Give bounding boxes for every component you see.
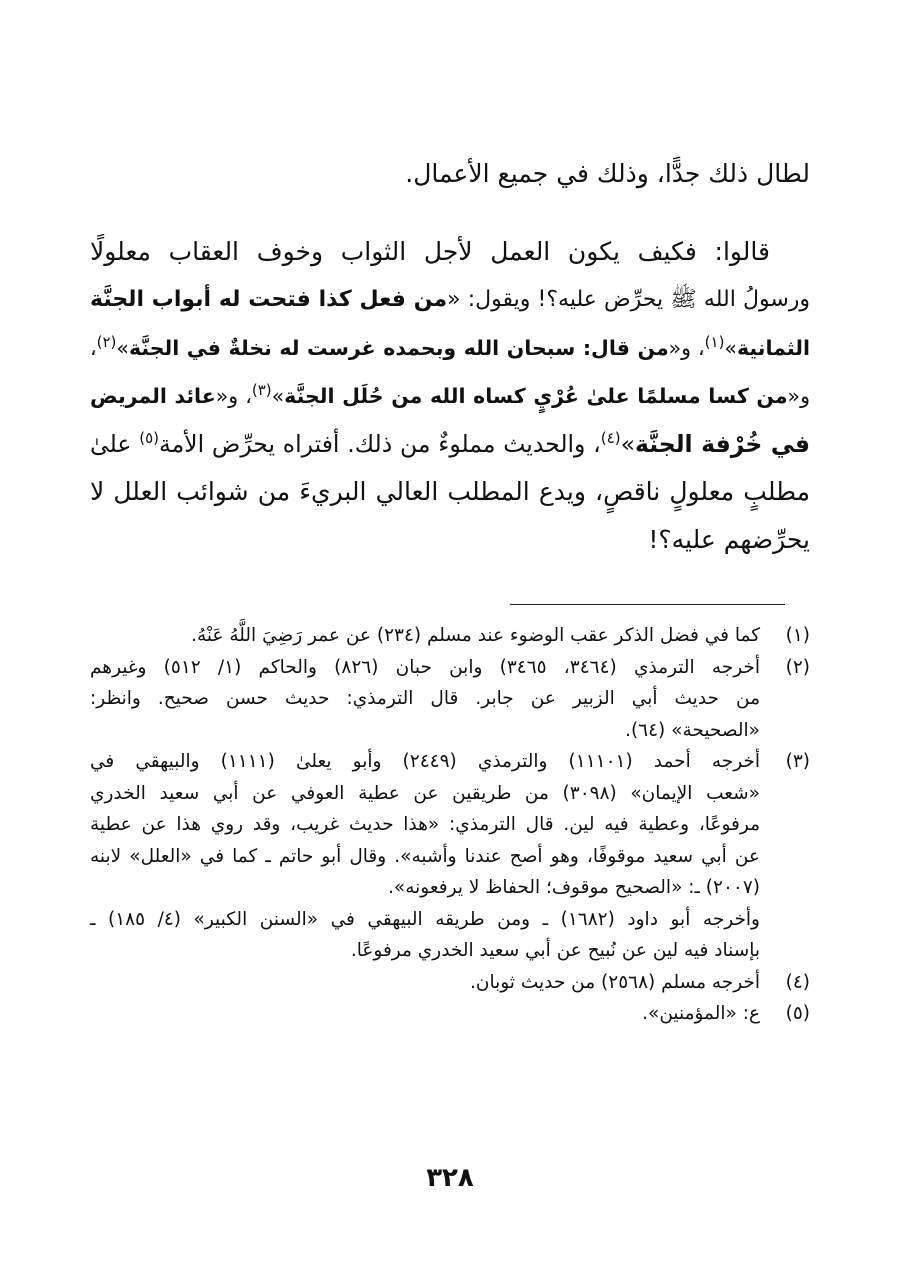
main-text — [90, 150, 810, 564]
footnote-number: (٤) — [785, 971, 810, 993]
page-number: ٣٢٨ — [426, 1163, 474, 1193]
footnote-ref-1[interactable]: (١) — [704, 333, 725, 352]
footnote-ref-4[interactable]: (٤) — [600, 429, 621, 448]
hadith-quote: من قال: سبحان الله وبحمده غرست له نخلةٌ في الجنَّة — [128, 336, 669, 360]
footnote-text: عن أبي سعيد موقوفًا، وهو أصح عندنا وأشبه». وقال أبو حاتم ـ كما في «العلل» لابنه — [90, 845, 760, 867]
footnote-text: ع: «المؤمنين». — [642, 1003, 760, 1024]
footnote-ref-5[interactable]: (٥) — [139, 429, 159, 448]
footnote-text: من حديث أبي الزبير عن جابر. قال الترمذي: حديث حسن صحيح. وانظر: — [90, 688, 760, 709]
footnote-ref-2[interactable]: (٢) — [96, 333, 117, 352]
footnote-text: (٢٠٠٧) ـ: «الصحيح موقوف؛ الحفاظ لا يرفعونه». — [388, 877, 760, 898]
footnote-ref-3[interactable]: (٣) — [251, 381, 272, 400]
text-line-5: و«من كسا مسلمًا علىٰ عُرْيٍ كساه الله من حُلَل الجنَّة»$^{(٣)}$، و«عائد المريض — [90, 381, 810, 408]
footnote-text: أخرجه الترمذي (٣٤٦٤، ٣٤٦٥) وابن حبان (٨٢٦) والحاكم (١/ ٥١٢) وغيرهم — [90, 656, 760, 678]
footnote-number: (١) — [785, 625, 810, 646]
footnote-text: «الصحيحة» (٦٤). — [625, 719, 760, 741]
footnote-text: أخرجه أحمد (١١١٠١) والترمذي (٢٤٤٩) وأبو يعلىٰ (١١١١) والبيهقي في — [90, 751, 760, 772]
hadith-quote: في خُرْفة الجنَّة — [634, 430, 811, 458]
footnote-text: مرفوعًا، وعطية فيه لين. قال الترمذي: «هذا حديث غريب، وقد روي هذا عن عطية — [90, 814, 760, 835]
text-line-8: يحرِّضهم عليه؟! — [648, 525, 810, 554]
text-line-4: الثمانية»$^{(١)}$، و«من قال: سبحان الله وبحمده غرست له نخلةٌ في الجنَّة»$^{(٢)}$، — [90, 333, 810, 360]
text-line-1: لطال ذلك جدًّا، وذلك في جميع الأعمال. — [405, 159, 810, 188]
text-line-6: في خُرْفة الجنَّة»$^{(٤)}$، والحديث مملوءٌ من ذلك. أفتراه يحرِّض الأمة$^{(٥)}$ علىٰ — [90, 429, 811, 458]
footnote-3 — [90, 746, 810, 904]
footnote-number: (٥) — [785, 1003, 810, 1024]
footnote-text: كما في فضل الذكر عقب الوضوء عند مسلم (٢٣٤) عن عمر رَضِيَ اللَّهُ عَنْهُ. — [191, 625, 760, 646]
footnote-2 — [90, 652, 810, 747]
footnote-text: أخرجه مسلم (٢٥٦٨) من حديث ثوبان. — [470, 971, 760, 993]
footnote-number: (٣) — [785, 751, 810, 772]
text-line-7: مطلبٍ معلولٍ ناقصٍ، ويدع المطلب العالي البريءَ من شوائب العلل لا — [90, 477, 810, 506]
hadith-quote: عائد المريض — [90, 384, 216, 408]
footnote-5 — [90, 998, 810, 1030]
footnote-3-continued — [90, 904, 810, 967]
hadith-quote: من فعل كذا فتحت له أبواب الجنَّة — [90, 287, 448, 312]
text-line-2: قالوا: فكيف يكون العمل لأجل الثواب وخوف العقاب معلولًا — [90, 237, 770, 266]
hadith-quote: من كسا مسلمًا علىٰ عُرْيٍ كساه الله من حُلَل الجنَّة — [284, 384, 788, 408]
footnote-text: «شعب الإيمان» (٣٠٩٨) من طريقين عن عطية العوفي عن أبي سعيد الخدري — [90, 782, 760, 804]
footnote-text: بإسناد فيه لين عن نُبيح عن أبي سعيد الخدري مرفوعًا. — [350, 940, 760, 961]
footnote-1 — [90, 620, 810, 652]
footnote-4 — [90, 967, 810, 999]
text-line-3: ورسولُ الله ﷺ يحرِّض عليه؟! ويقول: «من فعل كذا فتحت له أبواب الجنَّة — [90, 287, 810, 312]
footnote-text: وأخرجه أبو داود (١٦٨٢) ـ ومن طريقه البيهقي في «السنن الكبير» (٤/ ١٨٥) ـ — [90, 908, 760, 930]
footnote-divider — [510, 604, 785, 605]
footnote-number: (٢) — [785, 656, 810, 678]
footnotes — [90, 620, 810, 1030]
